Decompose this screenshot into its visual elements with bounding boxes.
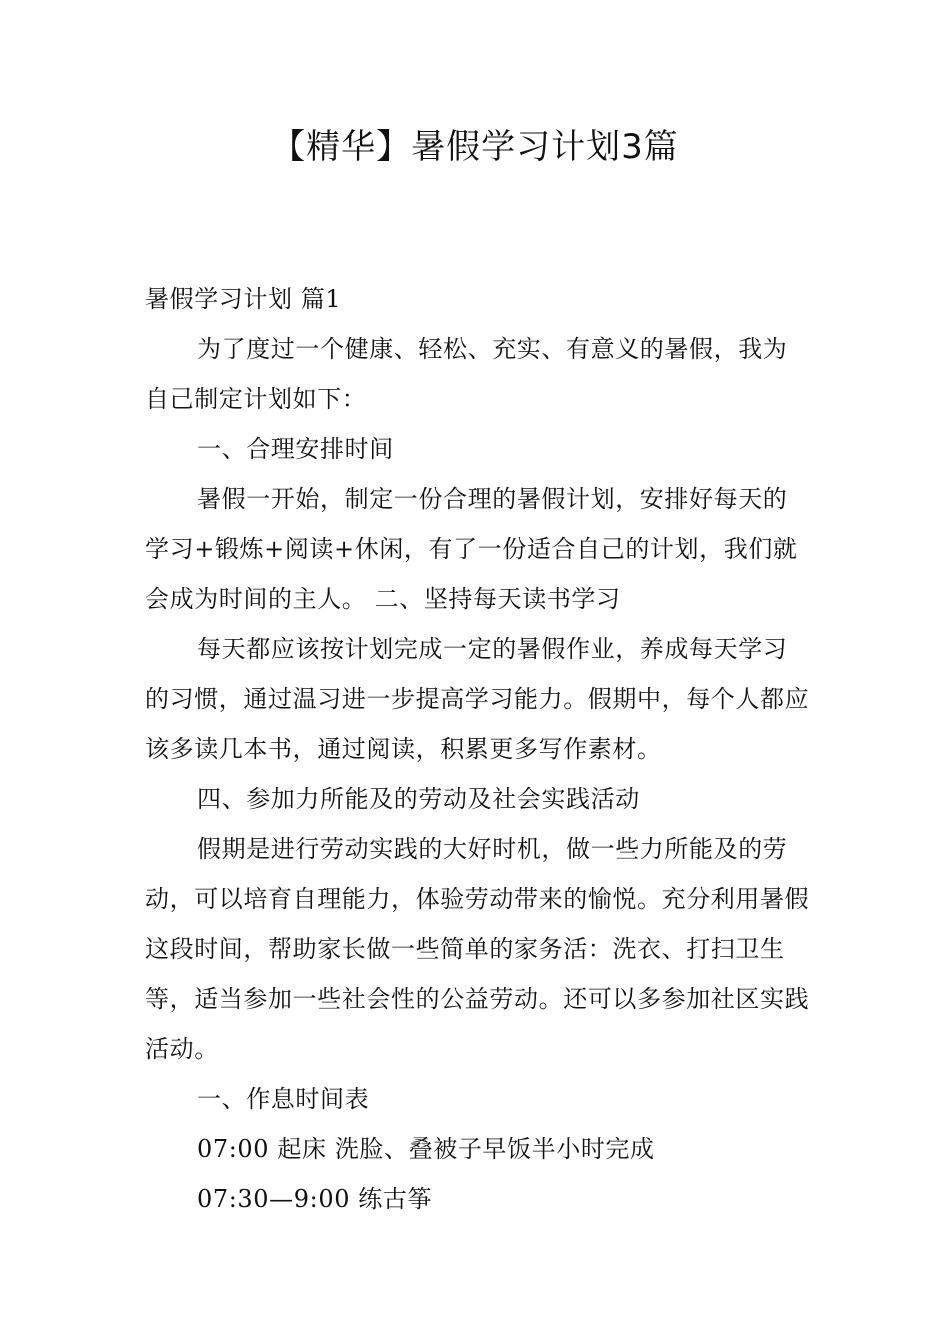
paragraph-heading-time: 一、合理安排时间 — [197, 435, 394, 463]
document-title: 【精华】暑假学习计划3篇 — [271, 127, 679, 167]
schedule-item: 07:00 起床 洗脸、叠被子早饭半小时完成 — [197, 1135, 655, 1163]
document-body — [145, 274, 810, 1224]
paragraph-intro: 为了度过一个健康、轻松、充实、有意义的暑假，我为自己制定计划如下： — [145, 335, 788, 413]
schedule-item: 07:30—9:00 练古筝 — [197, 1185, 433, 1213]
paragraph-labor: 假期是进行劳动实践的大好时机，做一些力所能及的劳动，可以培育自理能力，体验劳动带来的愉悦。充分利用暑假这段时间，帮助家长做一些简单的家务活：洗衣、打扫卫生等，适当参加一些社会性的公益劳动。还可以多参加社区实践活动。 — [145, 835, 810, 1063]
paragraph-reading: 每天都应该按计划完成一定的暑假作业，养成每天学习的习惯，通过温习进一步提高学习能力。假期中，每个人都应该多读几本书，通过阅读，积累更多写作素材。 — [145, 635, 810, 763]
paragraph-time-plan: 暑假一开始，制定一份合理的暑假计划，安排好每天的学习+锻炼+阅读+休闲，有了一份适合自己的计划，我们就会成为时间的主人。 二、坚持每天读书学习 — [145, 485, 798, 613]
paragraph-heading-schedule: 一、作息时间表 — [197, 1085, 370, 1113]
paragraph-heading-labor: 四、参加力所能及的劳动及社会实践活动 — [197, 785, 640, 813]
section-heading: 暑假学习计划 篇1 — [145, 285, 342, 313]
